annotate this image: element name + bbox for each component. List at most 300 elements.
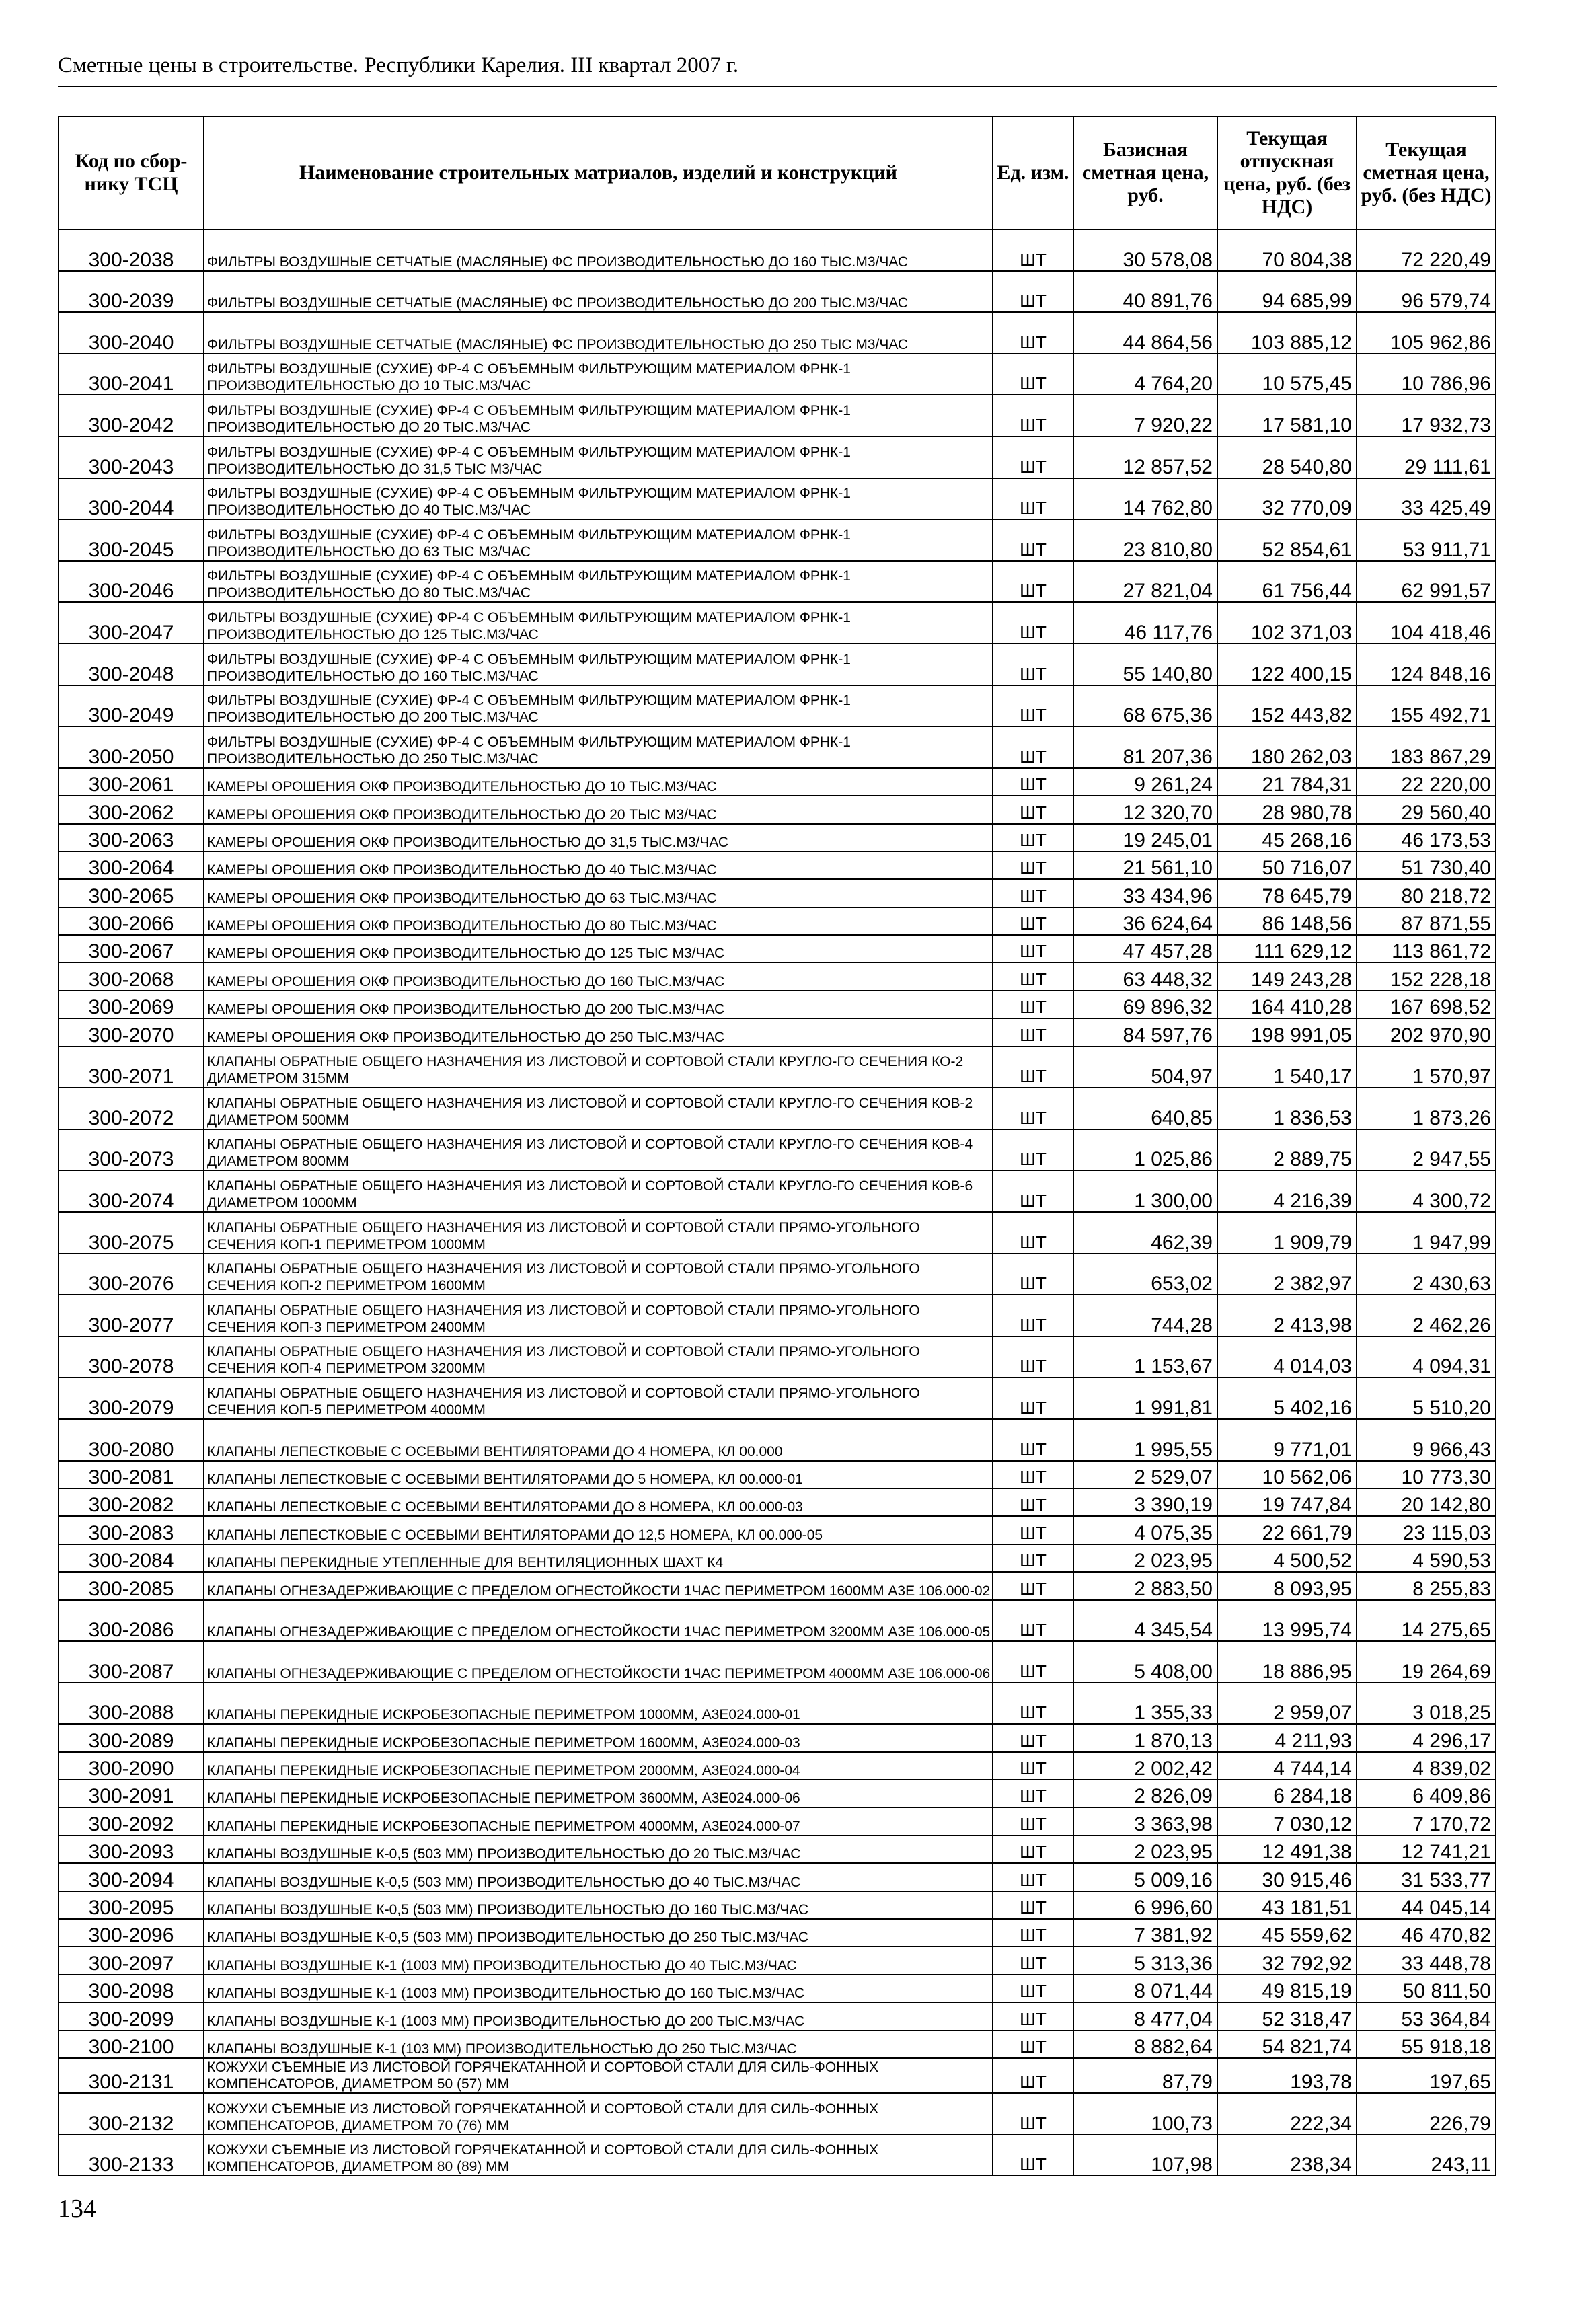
item-unit: ШТ [993, 1544, 1073, 1572]
item-unit: ШТ [993, 962, 1073, 990]
base-price: 84 597,76 [1073, 1018, 1217, 1046]
table-row [59, 935, 1496, 962]
release-price: 32 792,92 [1217, 1946, 1357, 1974]
item-name: КЛАПАНЫ ПЕРЕКИДНЫЕ ИСКРОБЕЗОПАСНЫЕ ПЕРИМЕТРОМ 4000ММ, А3Е024.000-07 [204, 1807, 993, 1835]
release-price: 43 181,51 [1217, 1891, 1357, 1919]
item-code: 300-2100 [59, 2031, 204, 2058]
base-price: 8 477,04 [1073, 2002, 1217, 2030]
estimate-price: 46 173,53 [1357, 824, 1496, 851]
release-price: 4 014,03 [1217, 1336, 1357, 1378]
release-price: 10 562,06 [1217, 1461, 1357, 1488]
table-row [59, 2135, 1496, 2176]
item-code: 300-2038 [59, 229, 204, 271]
item-unit: ШТ [993, 726, 1073, 768]
item-name: КЛАПАНЫ ОБРАТНЫЕ ОБЩЕГО НАЗНАЧЕНИЯ ИЗ ЛИСТОВОЙ И СОРТОВОЙ СТАЛИ ПРЯМО-УГОЛЬНОГО СЕЧЕНИЯ КОП-5 ПЕРИМЕТРОМ 4000ММ [204, 1377, 993, 1419]
item-unit: ШТ [993, 1336, 1073, 1378]
estimate-price: 55 918,18 [1357, 2031, 1496, 2058]
item-code: 300-2045 [59, 519, 204, 561]
table-row [59, 991, 1496, 1018]
estimate-price: 80 218,72 [1357, 879, 1496, 907]
release-price: 149 243,28 [1217, 962, 1357, 990]
release-price: 28 980,78 [1217, 796, 1357, 823]
item-name: КЛАПАНЫ ОГНЕЗАДЕРЖИВАЮЩИЕ С ПРЕДЕЛОМ ОГНЕСТОЙКОСТИ 1ЧАС ПЕРИМЕТРОМ 1600ММ А3Е 106.000-02 [204, 1572, 993, 1599]
column-header-release-price: Текущая отпускная цена, руб. (без НДС) [1217, 116, 1357, 229]
table-row [59, 519, 1496, 561]
table-row [59, 1863, 1496, 1891]
base-price: 5 313,36 [1073, 1946, 1217, 1974]
release-price: 30 915,46 [1217, 1863, 1357, 1891]
release-price: 78 645,79 [1217, 879, 1357, 907]
item-code: 300-2069 [59, 991, 204, 1018]
column-header-name: Наименование строительных матриалов, изделий и конструкций [204, 116, 993, 229]
item-unit: ШТ [993, 1088, 1073, 1129]
item-code: 300-2096 [59, 1919, 204, 1946]
item-code: 300-2050 [59, 726, 204, 768]
item-code: 300-2086 [59, 1600, 204, 1642]
item-code: 300-2042 [59, 395, 204, 437]
table-row [59, 2002, 1496, 2030]
table-body [59, 229, 1496, 2176]
item-unit: ШТ [993, 1975, 1073, 2002]
base-price: 69 896,32 [1073, 991, 1217, 1018]
release-price: 5 402,16 [1217, 1377, 1357, 1419]
item-unit: ШТ [993, 354, 1073, 395]
item-name: КЛАПАНЫ ОБРАТНЫЕ ОБЩЕГО НАЗНАЧЕНИЯ ИЗ ЛИСТОВОЙ И СОРТОВОЙ СТАЛИ ПРЯМО-УГОЛЬНОГО СЕЧЕНИЯ КОП-1 ПЕРИМЕТРОМ 1000ММ [204, 1212, 993, 1254]
release-price: 94 685,99 [1217, 271, 1357, 313]
estimate-price: 20 142,80 [1357, 1488, 1496, 1516]
item-unit: ШТ [993, 851, 1073, 879]
release-price: 2 959,07 [1217, 1683, 1357, 1725]
table-row [59, 1752, 1496, 1780]
item-name: КЛАПАНЫ ОБРАТНЫЕ ОБЩЕГО НАЗНАЧЕНИЯ ИЗ ЛИСТОВОЙ И СОРТОВОЙ СТАЛИ КРУГЛО-ГО СЕЧЕНИЯ КОВ-4 ДИАМЕТРОМ 800ММ [204, 1129, 993, 1171]
base-price: 5 408,00 [1073, 1641, 1217, 1683]
release-price: 180 262,03 [1217, 726, 1357, 768]
item-unit: ШТ [993, 1170, 1073, 1212]
table-row [59, 1018, 1496, 1046]
item-name: КЛАПАНЫ ПЕРЕКИДНЫЕ ИСКРОБЕЗОПАСНЫЕ ПЕРИМЕТРОМ 2000ММ, А3Е024.000-04 [204, 1752, 993, 1780]
estimate-price: 226,79 [1357, 2093, 1496, 2135]
item-code: 300-2076 [59, 1254, 204, 1295]
item-unit: ШТ [993, 796, 1073, 823]
estimate-price: 96 579,74 [1357, 271, 1496, 313]
item-unit: ШТ [993, 2093, 1073, 2135]
item-unit: ШТ [993, 644, 1073, 685]
item-unit: ШТ [993, 1018, 1073, 1046]
release-price: 8 093,95 [1217, 1572, 1357, 1599]
item-name: КАМЕРЫ ОРОШЕНИЯ ОКФ ПРОИЗВОДИТЕЛЬНОСТЬЮ ДО 250 ТЫС.М3/ЧАС [204, 1018, 993, 1046]
item-code: 300-2095 [59, 1891, 204, 1919]
release-price: 193,78 [1217, 2058, 1357, 2093]
release-price: 4 744,14 [1217, 1752, 1357, 1780]
item-name: ФИЛЬТРЫ ВОЗДУШНЫЕ СЕТЧАТЫЕ (МАСЛЯНЫЕ) ФС ПРОИЗВОДИТЕЛЬНОСТЬЮ ДО 200 ТЫС.М3/ЧАС [204, 271, 993, 313]
item-code: 300-2078 [59, 1336, 204, 1378]
item-name: КАМЕРЫ ОРОШЕНИЯ ОКФ ПРОИЗВОДИТЕЛЬНОСТЬЮ ДО 200 ТЫС.М3/ЧАС [204, 991, 993, 1018]
estimate-price: 4 300,72 [1357, 1170, 1496, 1212]
release-price: 111 629,12 [1217, 935, 1357, 962]
column-header-unit: Ед. изм. [993, 116, 1073, 229]
item-unit: ШТ [993, 935, 1073, 962]
item-name: КЛАПАНЫ ПЕРЕКИДНЫЕ ИСКРОБЕЗОПАСНЫЕ ПЕРИМЕТРОМ 1000ММ, А3Е024.000-01 [204, 1683, 993, 1725]
base-price: 1 355,33 [1073, 1683, 1217, 1725]
item-code: 300-2073 [59, 1129, 204, 1171]
estimate-price: 9 966,43 [1357, 1419, 1496, 1461]
item-code: 300-2090 [59, 1752, 204, 1780]
item-code: 300-2067 [59, 935, 204, 962]
item-unit: ШТ [993, 1835, 1073, 1863]
item-name: КАМЕРЫ ОРОШЕНИЯ ОКФ ПРОИЗВОДИТЕЛЬНОСТЬЮ ДО 63 ТЫС.М3/ЧАС [204, 879, 993, 907]
item-name: КЛАПАНЫ ЛЕПЕСТКОВЫЕ С ОСЕВЫМИ ВЕНТИЛЯТОРАМИ ДО 12,5 НОМЕРА, КЛ 00.000-05 [204, 1516, 993, 1544]
item-unit: ШТ [993, 907, 1073, 935]
base-price: 4 075,35 [1073, 1516, 1217, 1544]
release-price: 2 413,98 [1217, 1295, 1357, 1336]
item-code: 300-2087 [59, 1641, 204, 1683]
item-code: 300-2040 [59, 312, 204, 354]
item-unit: ШТ [993, 437, 1073, 478]
item-unit: ШТ [993, 824, 1073, 851]
item-unit: ШТ [993, 478, 1073, 520]
item-unit: ШТ [993, 1891, 1073, 1919]
release-price: 61 756,44 [1217, 561, 1357, 603]
base-price: 1 870,13 [1073, 1724, 1217, 1751]
table-row [59, 395, 1496, 437]
item-code: 300-2046 [59, 561, 204, 603]
base-price: 81 207,36 [1073, 726, 1217, 768]
item-code: 300-2049 [59, 685, 204, 727]
table-row [59, 437, 1496, 478]
estimate-price: 12 741,21 [1357, 1835, 1496, 1863]
base-price: 33 434,96 [1073, 879, 1217, 907]
estimate-price: 31 533,77 [1357, 1863, 1496, 1891]
release-price: 122 400,15 [1217, 644, 1357, 685]
estimate-price: 10 773,30 [1357, 1461, 1496, 1488]
estimate-price: 7 170,72 [1357, 1807, 1496, 1835]
item-code: 300-2089 [59, 1724, 204, 1751]
estimate-price: 4 296,17 [1357, 1724, 1496, 1751]
table-row [59, 2058, 1496, 2093]
estimate-price: 152 228,18 [1357, 962, 1496, 990]
release-price: 2 889,75 [1217, 1129, 1357, 1171]
table-row [59, 1835, 1496, 1863]
item-name: КЛАПАНЫ ВОЗДУШНЫЕ К-0,5 (503 ММ) ПРОИЗВОДИТЕЛЬНОСТЬЮ ДО 160 ТЫС.М3/ЧАС [204, 1891, 993, 1919]
estimate-price: 29 111,61 [1357, 437, 1496, 478]
estimate-price: 50 811,50 [1357, 1975, 1496, 2002]
item-unit: ШТ [993, 768, 1073, 796]
item-code: 300-2082 [59, 1488, 204, 1516]
base-price: 3 363,98 [1073, 1807, 1217, 1835]
base-price: 68 675,36 [1073, 685, 1217, 727]
release-price: 1 836,53 [1217, 1088, 1357, 1129]
base-price: 744,28 [1073, 1295, 1217, 1336]
release-price: 152 443,82 [1217, 685, 1357, 727]
estimate-price: 113 861,72 [1357, 935, 1496, 962]
item-unit: ШТ [993, 1295, 1073, 1336]
item-unit: ШТ [993, 312, 1073, 354]
item-name: КОЖУХИ СЪЕМНЫЕ ИЗ ЛИСТОВОЙ ГОРЯЧЕКАТАННОЙ И СОРТОВОЙ СТАЛИ ДЛЯ СИЛЬ-ФОННЫХ КОМПЕНСАТОРОВ, ДИАМЕТРОМ 50 (57) ММ [204, 2058, 993, 2093]
table-row [59, 271, 1496, 313]
item-code: 300-2068 [59, 962, 204, 990]
base-price: 504,97 [1073, 1047, 1217, 1088]
table-row [59, 1724, 1496, 1751]
item-code: 300-2093 [59, 1835, 204, 1863]
table-row [59, 1170, 1496, 1212]
item-unit: ШТ [993, 2058, 1073, 2093]
estimate-price: 104 418,46 [1357, 602, 1496, 644]
item-unit: ШТ [993, 1377, 1073, 1419]
item-unit: ШТ [993, 1600, 1073, 1642]
estimate-price: 51 730,40 [1357, 851, 1496, 879]
estimate-price: 105 962,86 [1357, 312, 1496, 354]
table-row [59, 824, 1496, 851]
estimate-price: 8 255,83 [1357, 1572, 1496, 1599]
table-row [59, 1295, 1496, 1336]
release-price: 9 771,01 [1217, 1419, 1357, 1461]
item-unit: ШТ [993, 1683, 1073, 1725]
base-price: 12 857,52 [1073, 437, 1217, 478]
item-name: КЛАПАНЫ ОГНЕЗАДЕРЖИВАЮЩИЕ С ПРЕДЕЛОМ ОГНЕСТОЙКОСТИ 1ЧАС ПЕРИМЕТРОМ 4000ММ А3Е 106.000-06 [204, 1641, 993, 1683]
release-price: 19 747,84 [1217, 1488, 1357, 1516]
base-price: 1 300,00 [1073, 1170, 1217, 1212]
table-row [59, 1919, 1496, 1946]
table-row [59, 1212, 1496, 1254]
base-price: 19 245,01 [1073, 824, 1217, 851]
item-unit: ШТ [993, 1129, 1073, 1171]
release-price: 50 716,07 [1217, 851, 1357, 879]
base-price: 8 071,44 [1073, 1975, 1217, 2002]
item-unit: ШТ [993, 1946, 1073, 1974]
release-price: 28 540,80 [1217, 437, 1357, 478]
item-code: 300-2075 [59, 1212, 204, 1254]
base-price: 640,85 [1073, 1088, 1217, 1129]
base-price: 55 140,80 [1073, 644, 1217, 685]
item-unit: ШТ [993, 271, 1073, 313]
base-price: 1 995,55 [1073, 1419, 1217, 1461]
item-unit: ШТ [993, 602, 1073, 644]
item-unit: ШТ [993, 1780, 1073, 1807]
table-row [59, 644, 1496, 685]
item-code: 300-2094 [59, 1863, 204, 1891]
base-price: 2 529,07 [1073, 1461, 1217, 1488]
table-row [59, 1254, 1496, 1295]
item-unit: ШТ [993, 879, 1073, 907]
release-price: 32 770,09 [1217, 478, 1357, 520]
table-row [59, 879, 1496, 907]
release-price: 222,34 [1217, 2093, 1357, 2135]
item-name: ФИЛЬТРЫ ВОЗДУШНЫЕ СЕТЧАТЫЕ (МАСЛЯНЫЕ) ФС ПРОИЗВОДИТЕЛЬНОСТЬЮ ДО 250 ТЫС М3/ЧАС [204, 312, 993, 354]
base-price: 6 996,60 [1073, 1891, 1217, 1919]
item-code: 300-2081 [59, 1461, 204, 1488]
item-name: ФИЛЬТРЫ ВОЗДУШНЫЕ (СУХИЕ) ФР-4 С ОБЪЕМНЫМ ФИЛЬТРУЮЩИМ МАТЕРИАЛОМ ФРНК-1 ПРОИЗВОДИТЕЛЬНОСТЬЮ ДО 80 ТЫС.М3/ЧАС [204, 561, 993, 603]
item-code: 300-2043 [59, 437, 204, 478]
base-price: 40 891,76 [1073, 271, 1217, 313]
estimate-price: 243,11 [1357, 2135, 1496, 2176]
estimate-price: 23 115,03 [1357, 1516, 1496, 1544]
item-name: КЛАПАНЫ ОГНЕЗАДЕРЖИВАЮЩИЕ С ПРЕДЕЛОМ ОГНЕСТОЙКОСТИ 1ЧАС ПЕРИМЕТРОМ 3200ММ А3Е 106.000-05 [204, 1600, 993, 1642]
release-price: 22 661,79 [1217, 1516, 1357, 1544]
table-row [59, 1419, 1496, 1461]
table-row [59, 1683, 1496, 1725]
item-unit: ШТ [993, 1047, 1073, 1088]
item-name: КЛАПАНЫ ЛЕПЕСТКОВЫЕ С ОСЕВЫМИ ВЕНТИЛЯТОРАМИ ДО 5 НОМЕРА, КЛ 00.000-01 [204, 1461, 993, 1488]
base-price: 4 345,54 [1073, 1600, 1217, 1642]
base-price: 7 381,92 [1073, 1919, 1217, 1946]
estimate-price: 2 947,55 [1357, 1129, 1496, 1171]
item-unit: ШТ [993, 1254, 1073, 1295]
base-price: 1 991,81 [1073, 1377, 1217, 1419]
item-unit: ШТ [993, 561, 1073, 603]
item-name: КАМЕРЫ ОРОШЕНИЯ ОКФ ПРОИЗВОДИТЕЛЬНОСТЬЮ ДО 10 ТЫС.М3/ЧАС [204, 768, 993, 796]
item-unit: ШТ [993, 1807, 1073, 1835]
item-unit: ШТ [993, 2031, 1073, 2058]
table-row [59, 1047, 1496, 1088]
table-row [59, 1461, 1496, 1488]
item-name: ФИЛЬТРЫ ВОЗДУШНЫЕ (СУХИЕ) ФР-4 С ОБЪЕМНЫМ ФИЛЬТРУЮЩИМ МАТЕРИАЛОМ ФРНК-1 ПРОИЗВОДИТЕЛЬНОСТЬЮ ДО 125 ТЫС.М3/ЧАС [204, 602, 993, 644]
table-row [59, 602, 1496, 644]
item-name: КЛАПАНЫ ОБРАТНЫЕ ОБЩЕГО НАЗНАЧЕНИЯ ИЗ ЛИСТОВОЙ И СОРТОВОЙ СТАЛИ ПРЯМО-УГОЛЬНОГО СЕЧЕНИЯ КОП-3 ПЕРИМЕТРОМ 2400ММ [204, 1295, 993, 1336]
item-unit: ШТ [993, 1641, 1073, 1683]
item-code: 300-2048 [59, 644, 204, 685]
item-name: КОЖУХИ СЪЕМНЫЕ ИЗ ЛИСТОВОЙ ГОРЯЧЕКАТАННОЙ И СОРТОВОЙ СТАЛИ ДЛЯ СИЛЬ-ФОННЫХ КОМПЕНСАТОРОВ, ДИАМЕТРОМ 80 (89) ММ [204, 2135, 993, 2176]
estimate-price: 197,65 [1357, 2058, 1496, 2093]
item-unit: ШТ [993, 519, 1073, 561]
item-code: 300-2077 [59, 1295, 204, 1336]
estimate-price: 53 364,84 [1357, 2002, 1496, 2030]
base-price: 107,98 [1073, 2135, 1217, 2176]
estimate-price: 2 430,63 [1357, 1254, 1496, 1295]
item-code: 300-2072 [59, 1088, 204, 1129]
item-name: ФИЛЬТРЫ ВОЗДУШНЫЕ (СУХИЕ) ФР-4 С ОБЪЕМНЫМ ФИЛЬТРУЮЩИМ МАТЕРИАЛОМ ФРНК-1 ПРОИЗВОДИТЕЛЬНОСТЬЮ ДО 31,5 ТЫС М3/ЧАС [204, 437, 993, 478]
item-name: КЛАПАНЫ ЛЕПЕСТКОВЫЕ С ОСЕВЫМИ ВЕНТИЛЯТОРАМИ ДО 4 НОМЕРА, КЛ 00.000 [204, 1419, 993, 1461]
base-price: 2 023,95 [1073, 1835, 1217, 1863]
release-price: 103 885,12 [1217, 312, 1357, 354]
table-row [59, 851, 1496, 879]
base-price: 653,02 [1073, 1254, 1217, 1295]
estimate-price: 10 786,96 [1357, 354, 1496, 395]
item-code: 300-2071 [59, 1047, 204, 1088]
table-row [59, 1891, 1496, 1919]
estimate-price: 19 264,69 [1357, 1641, 1496, 1683]
table-row [59, 1129, 1496, 1171]
release-price: 4 216,39 [1217, 1170, 1357, 1212]
base-price: 100,73 [1073, 2093, 1217, 2135]
table-row [59, 1088, 1496, 1129]
table-row [59, 354, 1496, 395]
base-price: 3 390,19 [1073, 1488, 1217, 1516]
item-unit: ШТ [993, 1752, 1073, 1780]
base-price: 9 261,24 [1073, 768, 1217, 796]
item-code: 300-2085 [59, 1572, 204, 1599]
release-price: 10 575,45 [1217, 354, 1357, 395]
base-price: 1 025,86 [1073, 1129, 1217, 1171]
table-row [59, 1516, 1496, 1544]
item-name: ФИЛЬТРЫ ВОЗДУШНЫЕ (СУХИЕ) ФР-4 С ОБЪЕМНЫМ ФИЛЬТРУЮЩИМ МАТЕРИАЛОМ ФРНК-1 ПРОИЗВОДИТЕЛЬНОСТЬЮ ДО 40 ТЫС.М3/ЧАС [204, 478, 993, 520]
base-price: 12 320,70 [1073, 796, 1217, 823]
table-row [59, 1377, 1496, 1419]
item-name: КЛАПАНЫ ВОЗДУШНЫЕ К-0,5 (503 ММ) ПРОИЗВОДИТЕЛЬНОСТЬЮ ДО 20 ТЫС.М3/ЧАС [204, 1835, 993, 1863]
item-code: 300-2097 [59, 1946, 204, 1974]
table-row [59, 907, 1496, 935]
table-row [59, 1807, 1496, 1835]
base-price: 7 920,22 [1073, 395, 1217, 437]
table-row [59, 1488, 1496, 1516]
item-unit: ШТ [993, 1919, 1073, 1946]
base-price: 462,39 [1073, 1212, 1217, 1254]
item-unit: ШТ [993, 1572, 1073, 1599]
item-name: КЛАПАНЫ ОБРАТНЫЕ ОБЩЕГО НАЗНАЧЕНИЯ ИЗ ЛИСТОВОЙ И СОРТОВОЙ СТАЛИ КРУГЛО-ГО СЕЧЕНИЯ КОВ-6 ДИАМЕТРОМ 1000ММ [204, 1170, 993, 1212]
item-code: 300-2070 [59, 1018, 204, 1046]
estimate-price: 3 018,25 [1357, 1683, 1496, 1725]
release-price: 6 284,18 [1217, 1780, 1357, 1807]
release-price: 102 371,03 [1217, 602, 1357, 644]
item-name: КЛАПАНЫ ВОЗДУШНЫЕ К-1 (103 ММ) ПРОИЗВОДИТЕЛЬНОСТЬЮ ДО 250 ТЫС.М3/ЧАС [204, 2031, 993, 2058]
release-price: 1 909,79 [1217, 1212, 1357, 1254]
item-unit: ШТ [993, 1516, 1073, 1544]
item-name: КЛАПАНЫ ВОЗДУШНЫЕ К-1 (1003 ММ) ПРОИЗВОДИТЕЛЬНОСТЬЮ ДО 160 ТЫС.М3/ЧАС [204, 1975, 993, 2002]
page-number: 134 [58, 2195, 96, 2223]
release-price: 45 268,16 [1217, 824, 1357, 851]
table-row [59, 1975, 1496, 2002]
estimate-price: 33 425,49 [1357, 478, 1496, 520]
release-price: 1 540,17 [1217, 1047, 1357, 1088]
table-row [59, 2093, 1496, 2135]
item-name: КЛАПАНЫ ПЕРЕКИДНЫЕ ИСКРОБЕЗОПАСНЫЕ ПЕРИМЕТРОМ 1600ММ, А3Е024.000-03 [204, 1724, 993, 1751]
estimate-price: 155 492,71 [1357, 685, 1496, 727]
base-price: 2 023,95 [1073, 1544, 1217, 1572]
estimate-price: 167 698,52 [1357, 991, 1496, 1018]
column-header-estimate-price: Текущая сметная цена, руб. (без НДС) [1357, 116, 1496, 229]
estimate-price: 14 275,65 [1357, 1600, 1496, 1642]
item-name: КЛАПАНЫ ПЕРЕКИДНЫЕ УТЕПЛЕННЫЕ ДЛЯ ВЕНТИЛЯЦИОННЫХ ШАХТ К4 [204, 1544, 993, 1572]
item-unit: ШТ [993, 1461, 1073, 1488]
base-price: 5 009,16 [1073, 1863, 1217, 1891]
table-row [59, 962, 1496, 990]
release-price: 164 410,28 [1217, 991, 1357, 1018]
item-code: 300-2088 [59, 1683, 204, 1725]
item-name: ФИЛЬТРЫ ВОЗДУШНЫЕ (СУХИЕ) ФР-4 С ОБЪЕМНЫМ ФИЛЬТРУЮЩИМ МАТЕРИАЛОМ ФРНК-1 ПРОИЗВОДИТЕЛЬНОСТЬЮ ДО 63 ТЫС М3/ЧАС [204, 519, 993, 561]
item-unit: ШТ [993, 1419, 1073, 1461]
release-price: 54 821,74 [1217, 2031, 1357, 2058]
estimate-price: 62 991,57 [1357, 561, 1496, 603]
release-price: 49 815,19 [1217, 1975, 1357, 2002]
base-price: 23 810,80 [1073, 519, 1217, 561]
estimate-price: 202 970,90 [1357, 1018, 1496, 1046]
item-unit: ШТ [993, 685, 1073, 727]
item-name: КЛАПАНЫ ОБРАТНЫЕ ОБЩЕГО НАЗНАЧЕНИЯ ИЗ ЛИСТОВОЙ И СОРТОВОЙ СТАЛИ ПРЯМО-УГОЛЬНОГО СЕЧЕНИЯ КОП-4 ПЕРИМЕТРОМ 3200ММ [204, 1336, 993, 1378]
base-price: 36 624,64 [1073, 907, 1217, 935]
estimate-price: 72 220,49 [1357, 229, 1496, 271]
estimate-price: 2 462,26 [1357, 1295, 1496, 1336]
item-name: КАМЕРЫ ОРОШЕНИЯ ОКФ ПРОИЗВОДИТЕЛЬНОСТЬЮ ДО 80 ТЫС.М3/ЧАС [204, 907, 993, 935]
base-price: 2 826,09 [1073, 1780, 1217, 1807]
item-code: 300-2091 [59, 1780, 204, 1807]
item-code: 300-2039 [59, 271, 204, 313]
item-code: 300-2074 [59, 1170, 204, 1212]
item-unit: ШТ [993, 2002, 1073, 2030]
base-price: 21 561,10 [1073, 851, 1217, 879]
release-price: 4 500,52 [1217, 1544, 1357, 1572]
item-code: 300-2047 [59, 602, 204, 644]
estimate-price: 44 045,14 [1357, 1891, 1496, 1919]
estimate-price: 17 932,73 [1357, 395, 1496, 437]
item-name: ФИЛЬТРЫ ВОЗДУШНЫЕ СЕТЧАТЫЕ (МАСЛЯНЫЕ) ФС ПРОИЗВОДИТЕЛЬНОСТЬЮ ДО 160 ТЫС.М3/ЧАС [204, 229, 993, 271]
item-name: КАМЕРЫ ОРОШЕНИЯ ОКФ ПРОИЗВОДИТЕЛЬНОСТЬЮ ДО 160 ТЫС.М3/ЧАС [204, 962, 993, 990]
item-name: КАМЕРЫ ОРОШЕНИЯ ОКФ ПРОИЗВОДИТЕЛЬНОСТЬЮ ДО 40 ТЫС.М3/ЧАС [204, 851, 993, 879]
estimate-price: 33 448,78 [1357, 1946, 1496, 1974]
base-price: 46 117,76 [1073, 602, 1217, 644]
item-unit: ШТ [993, 1863, 1073, 1891]
column-header-code: Код по сбор-нику ТСЦ [59, 116, 204, 229]
table-row [59, 312, 1496, 354]
estimate-price: 1 873,26 [1357, 1088, 1496, 1129]
